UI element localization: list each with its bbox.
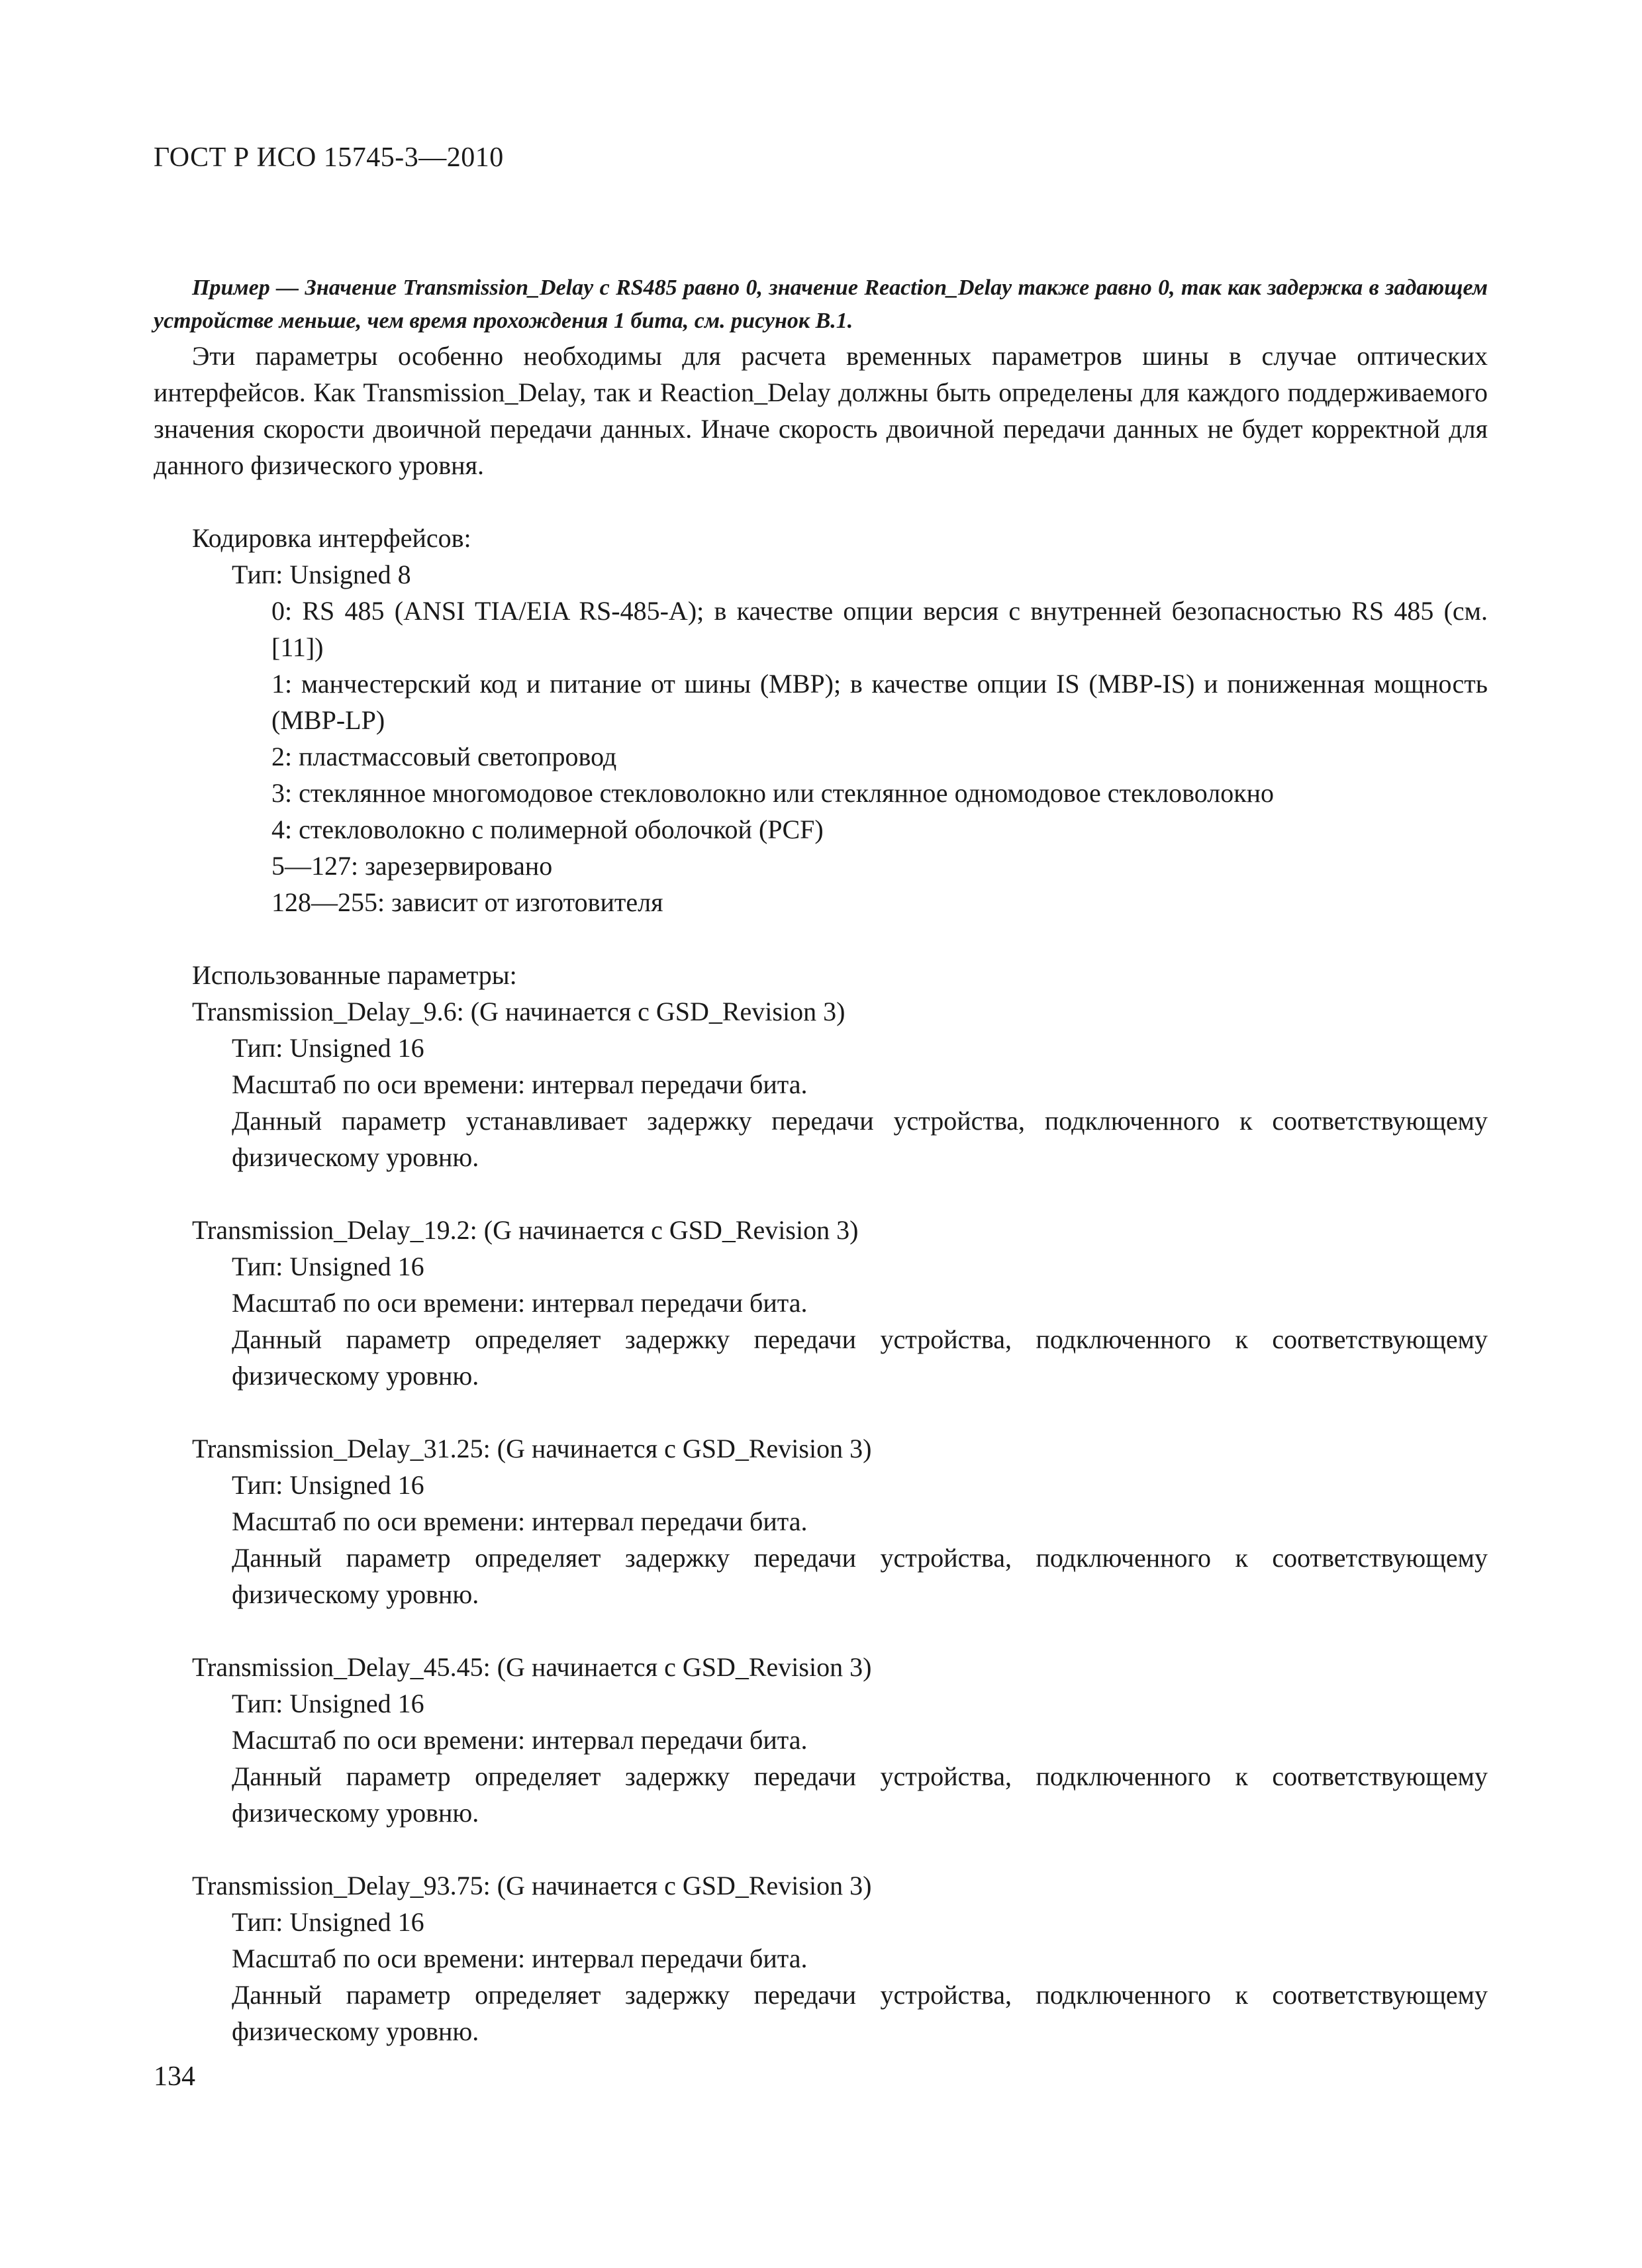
spacer	[154, 1175, 1488, 1212]
interface-coding-item: 3: стеклянное многомодовое стекловолокно или стеклянное одномодовое стекловолокно	[271, 778, 1275, 808]
param-scale: Масштаб по оси времени: интервал передачи бита.	[232, 1069, 808, 1099]
param-description: Данный параметр определяет задержку передачи устройства, подключенного к соответствующему физическому уровню.	[232, 1980, 1488, 2046]
spacer	[154, 1612, 1488, 1649]
spacer	[154, 920, 1488, 957]
interface-coding-title: Кодировка интерфейсов:	[192, 523, 471, 553]
param-scale: Масштаб по оси времени: интервал передачи бита.	[232, 1725, 808, 1755]
interface-coding-item: 128—255: зависит от изготовителя	[271, 887, 663, 917]
spacer	[154, 1394, 1488, 1430]
interface-coding-item: 2: пластмассовый светопровод	[271, 742, 617, 771]
document-header: ГОСТ Р ИСО 15745-3—2010	[154, 142, 504, 173]
param-name: Transmission_Delay_9.6: (G начинается с GSD_Revision 3)	[192, 997, 845, 1026]
interface-coding-item: 1: манчестерский код и питание от шины (MBP); в качестве опции IS (MBP-IS) и пониженная мощность (MBP-LP)	[271, 669, 1488, 735]
intro-paragraph: Эти параметры особенно необходимы для расчета временных параметров шины в случае оптических интерфейсов. Как Transmission_Delay, так и Reaction_Delay должны быть определены для каждого поддерживаемого значения скорости двоичной передачи данных. Иначе скорость двоичной передачи данных не будет корректной для данного физического уровня.	[154, 341, 1488, 480]
param-block	[154, 1212, 1488, 1394]
interface-coding-item: 4: стекловолокно с полимерной оболочкой (PCF)	[271, 814, 824, 844]
param-block	[154, 1430, 1488, 1612]
used-params-section	[154, 957, 1488, 2049]
param-name: Transmission_Delay_31.25: (G начинается с GSD_Revision 3)	[192, 1434, 872, 1463]
param-description: Данный параметр определяет задержку передачи устройства, подключенного к соответствующему физическому уровню.	[232, 1761, 1488, 1828]
page-content	[154, 271, 1488, 2049]
spacer	[154, 1831, 1488, 1867]
interface-coding-type: Тип: Unsigned 8	[232, 560, 411, 589]
param-type: Тип: Unsigned 16	[232, 1033, 424, 1063]
param-name: Transmission_Delay_45.45: (G начинается с GSD_Revision 3)	[192, 1652, 872, 1682]
param-description: Данный параметр определяет задержку передачи устройства, подключенного к соответствующему физическому уровню.	[232, 1543, 1488, 1609]
param-type: Тип: Unsigned 16	[232, 1470, 424, 1500]
param-name: Transmission_Delay_93.75: (G начинается с GSD_Revision 3)	[192, 1871, 872, 1900]
param-type: Тип: Unsigned 16	[232, 1907, 424, 1937]
spacer	[154, 483, 1488, 520]
param-block	[154, 1867, 1488, 2049]
param-scale: Масштаб по оси времени: интервал передачи бита.	[232, 1944, 808, 1973]
param-block	[154, 993, 1488, 1175]
param-description: Данный параметр определяет задержку передачи устройства, подключенного к соответствующему физическому уровню.	[232, 1324, 1488, 1391]
param-type: Тип: Unsigned 16	[232, 1252, 424, 1281]
used-params-title: Использованные параметры:	[192, 960, 517, 990]
param-scale: Масштаб по оси времени: интервал передачи бита.	[232, 1288, 808, 1318]
param-type: Тип: Unsigned 16	[232, 1689, 424, 1718]
page-number: 134	[154, 2061, 195, 2092]
param-description: Данный параметр устанавливает задержку передачи устройства, подключенного к соответствующему физическому уровню.	[232, 1106, 1488, 1172]
example-note: Пример — Значение Transmission_Delay с RS485 равно 0, значение Reaction_Delay также равно 0, так как задержка в задающем устройстве меньше, чем время прохождения 1 бита, см. рисунок В.1.	[154, 275, 1488, 333]
param-block	[154, 1649, 1488, 1831]
param-scale: Масштаб по оси времени: интервал передачи бита.	[232, 1506, 808, 1536]
param-name: Transmission_Delay_19.2: (G начинается с GSD_Revision 3)	[192, 1215, 859, 1245]
interface-coding-section	[154, 520, 1488, 920]
interface-coding-item: 0: RS 485 (ANSI TIA/EIA RS-485-A); в качестве опции версия с внутренней безопасностью RS 485 (см. [11])	[271, 596, 1488, 662]
interface-coding-item: 5—127: зарезервировано	[271, 851, 553, 881]
